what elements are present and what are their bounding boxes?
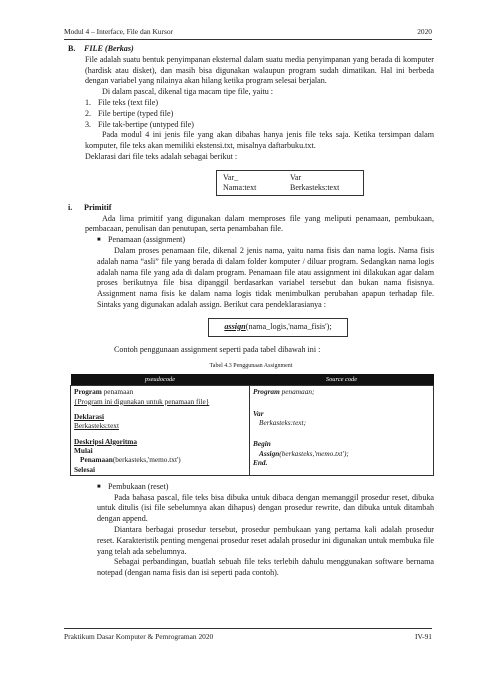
list-item: 3. File tak-bertipe (untyped file)	[85, 119, 194, 129]
list-item: 1. File teks (text file)	[85, 97, 159, 107]
declaration-box: Var_ Var Nama:text Berkasteks:text	[216, 170, 364, 196]
paragraph-declaration-intro: Deklarasi dari file teks adalah sebagai berikut :	[85, 151, 238, 161]
assign-syntax-box: assign(nama_logis,'nama_fisis');	[208, 318, 348, 337]
page-content	[68, 44, 434, 579]
table-caption: Tabel 4.3 Penggunaan Assignment	[209, 363, 293, 370]
paragraph-primitif-intro: Ada lima primitif yang digunakan dalam memproses file yang meliputi penamaan, pembukaan, pembacaan, penulisan dan penutupan, serta penambahan file.	[85, 213, 434, 234]
section-heading-primitif: i. Primitif	[68, 202, 112, 212]
paragraph-notepad: Sebagai perbandingan, buatlah sebuah file teks terlebih dahulu menggunakan software bernama notepad (dengan nama fisis dan isi seperti pada contoh).	[97, 557, 434, 578]
page-header	[64, 27, 432, 40]
list-item: 2. File bertipe (typed file)	[85, 108, 174, 118]
paragraph-file-types-intro: Di dalam pascal, dikenal tiga macam tipe file, yaitu :	[102, 87, 274, 97]
page-number: IV-91	[415, 632, 432, 641]
header-title: Modul 4 – Interface, File dan Kursor	[64, 27, 173, 36]
paragraph-file-definition: File adalah suatu bentuk penyimpanan eksternal dalam suatu media penyimpanan yang berada di komputer (hardisk atau disket), dan masih bisa digunakan walaupun program sudah dimatikan. Hal ini berbeda dengan variabel yang nilainya akan hilang ketika program selesai berjalan.	[85, 54, 434, 86]
paragraph-reset: Diantara berbagai prosedur tersebut, prosedur pembukaan yang pertama kali adalah prosedur reset. Karakteristik penting mengenai prosedur reset adalah prosedur ini digunakan untuk membuka file yang telah ada sebelumnya.	[97, 524, 434, 556]
header-year: 2020	[417, 27, 432, 36]
assignment-table	[70, 374, 434, 476]
paragraph-assign-example-intro: Contoh penggunaan assignment seperti pada tabel dibawah ini :	[114, 344, 321, 354]
paragraph-pembukaan: Pada bahasa pascal, file teks bisa dibuka untuk dibaca dengan memanggil prosedur reset, dibuka untuk ditulis (isi file sebelumnya akan dihapus) dengan prosedur rewrite, dan dibuka untuk ditambah dengan append.	[97, 492, 434, 524]
table-header-source-code: Source code	[250, 374, 434, 386]
paragraph-penamaan: Dalam proses penamaan file, dikenal 2 jenis nama, yaitu nama fisis dan nama logis. Nama fisis adalah nama “asli” file yang berada di dalam folder komputer / diluar program. Sedangkan nama logis adalah nama file yang ada di dalam program. Penamaan file atau assignment ini dilakukan agar dalam proses berikutnya file bisa dipanggil berdasarkan variabel tersebut dan bukan nama fisisnya. Assignment nama fisis ke dalam nama logis tidak menimbulkan perubahan apapun terhadap file. Sintaks yang digunakan adalah assign. Berikut cara pendeklarasianya :	[97, 245, 434, 309]
table-cell-source-code: Program penamaan; Var Berkasteks:text; Begin Assign(berkasteks,'memo.txt'); End.	[250, 386, 434, 475]
table-cell-pseudocode: Program penamaan {Program ini digunakan untuk penamaan file} Deklarasi Berkasteks:text Deskripsi Algoritma Mulai Penamaan(berkasteks,'memo.txt') Selesai	[71, 386, 250, 475]
bullet-penamaan: ■ Penamaan (assignment)	[97, 235, 186, 245]
bullet-pembukaan: ■ Pembukaan (reset)	[97, 481, 169, 491]
footer-title: Praktikum Dasar Komputer & Pemrograman 2020	[64, 632, 214, 641]
section-heading-file: B. FILE (Berkas)	[68, 44, 134, 53]
page-footer	[64, 628, 432, 643]
table-header-pseudocode: pseudocode	[71, 374, 250, 386]
paragraph-module-scope: Pada modul 4 ini jenis file yang akan dibahas hanya jenis file teks saja. Ketika tersimpan dalam komputer, file teks akan memiliki ekstensi.txt, misalnya daftarbuku.txt.	[85, 130, 434, 151]
